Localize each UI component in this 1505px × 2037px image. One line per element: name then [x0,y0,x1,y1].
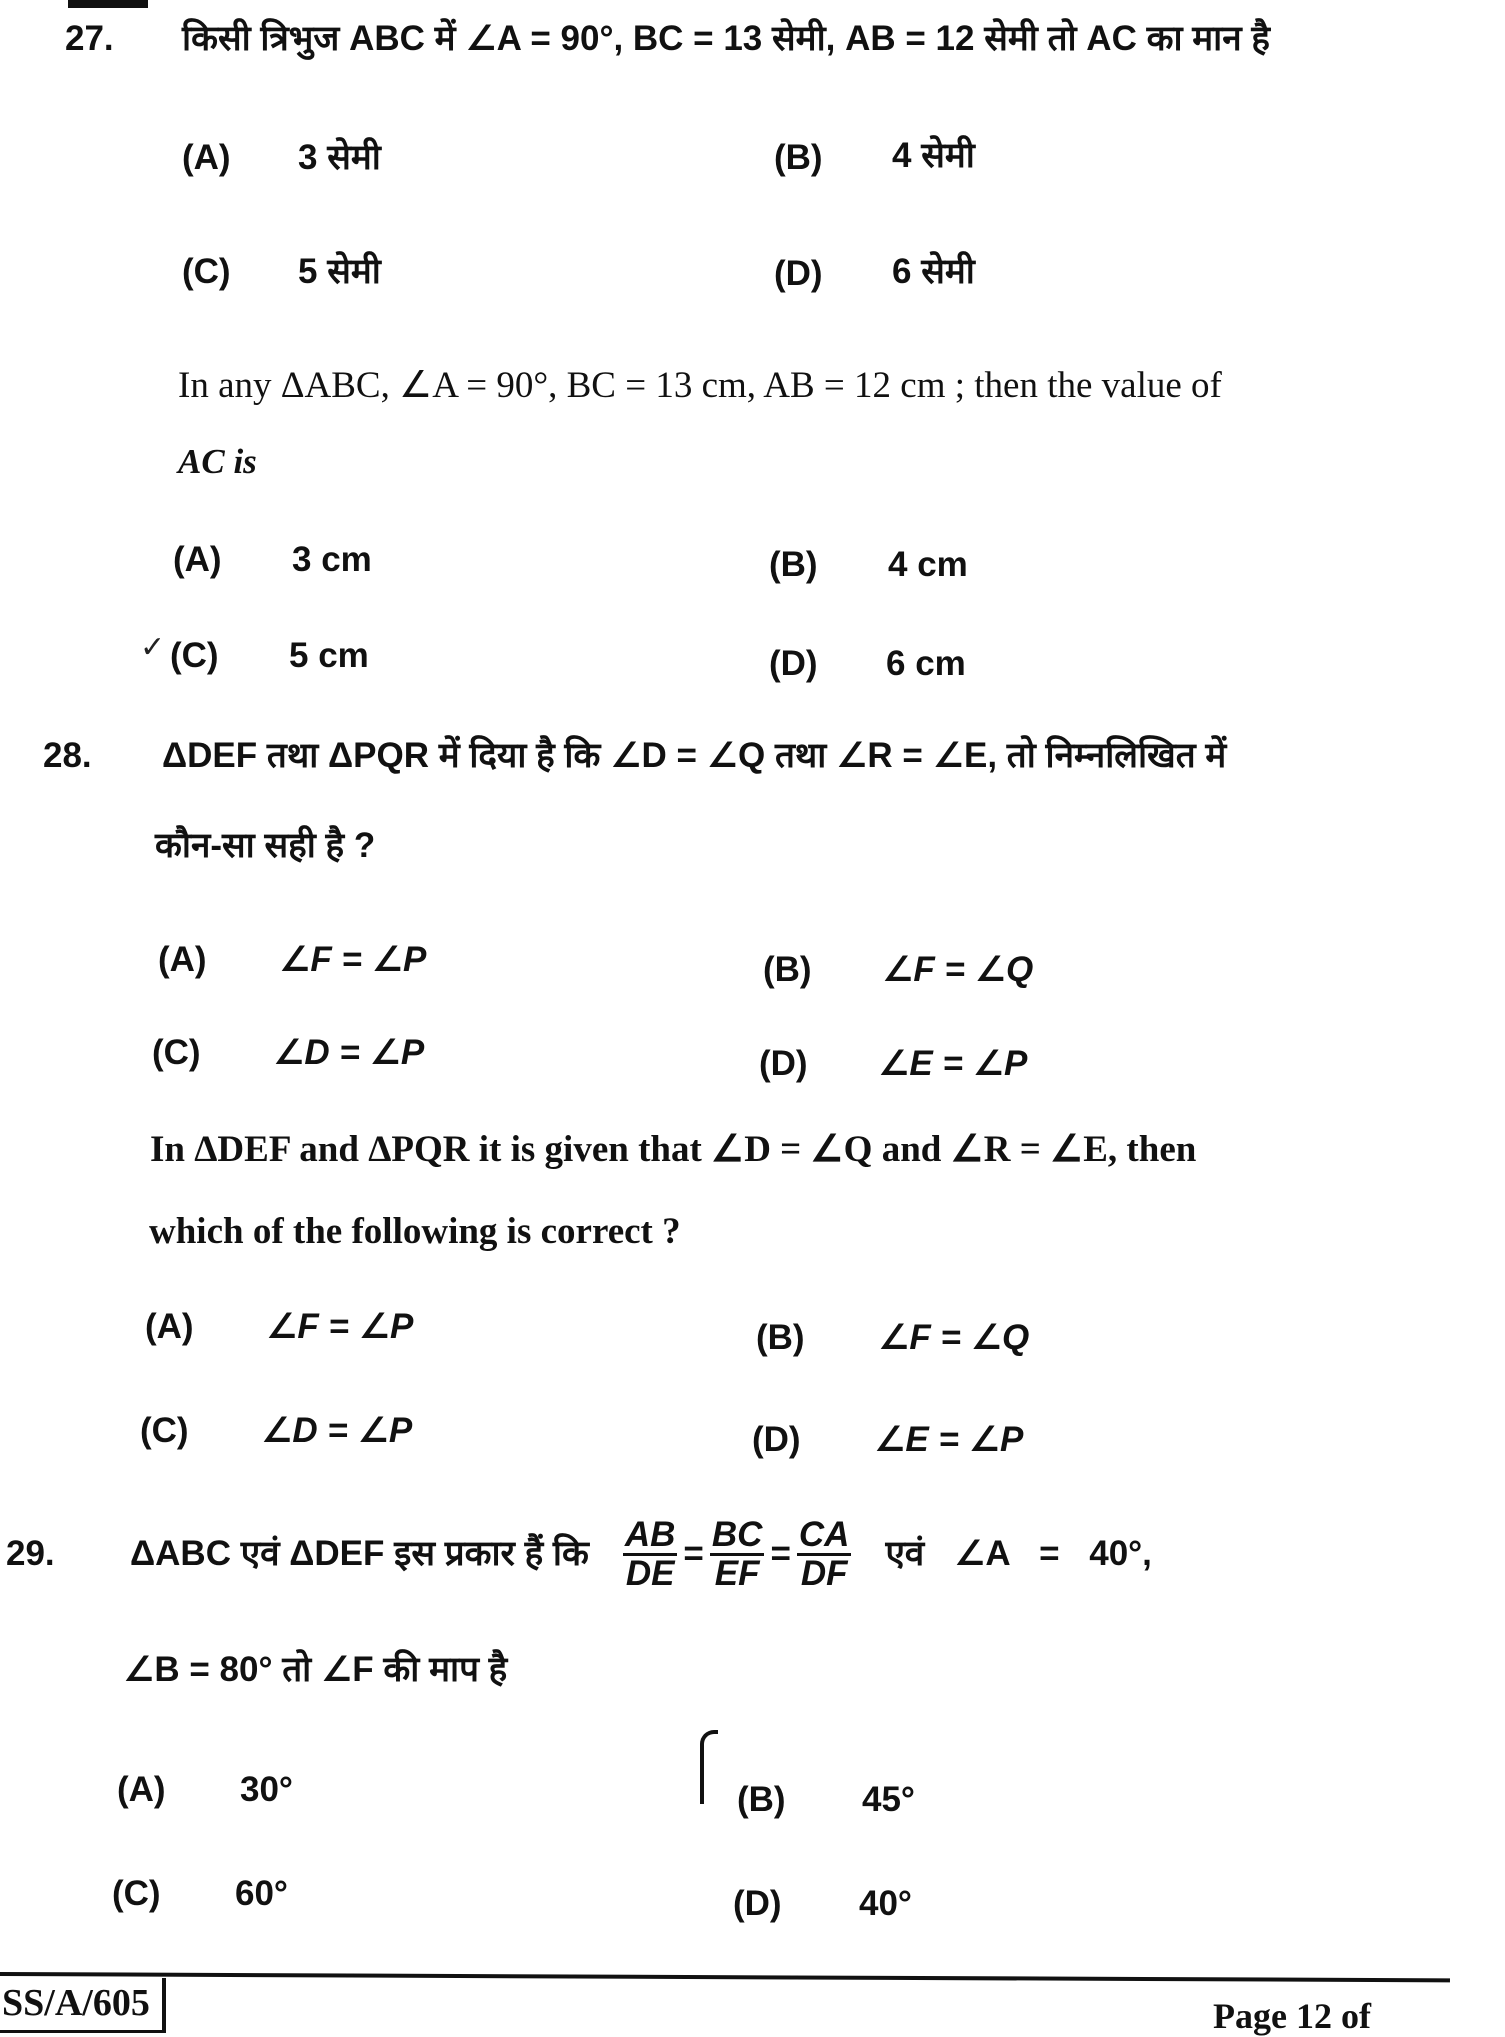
q28-hindi-line1: ΔDEF तथा ΔPQR में दिया है कि ∠D = ∠Q तथा ∠R = ∠E, तो निम्नलिखित में [162,736,1227,775]
tick-mark-icon: ✓ [140,631,166,664]
q27-en-opt-a-value: 3 cm [292,540,372,579]
fraction-numerator: CA [798,1514,850,1554]
fraction-denominator: DF [800,1553,848,1593]
q28-english-line1: In ΔDEF and ΔPQR it is given that ∠D = ∠Q and ∠R = ∠E, then [150,1129,1197,1170]
top-bar-mark [68,0,148,8]
q29-opt-d-value: 40° [859,1884,912,1923]
q27-hi-opt-c-value: 5 सेमी [298,252,381,291]
q28-en-opt-d-label: (D) [752,1420,801,1459]
q27-hi-opt-d-value: 6 सेमी [892,252,975,291]
footer-rule [0,1972,1450,1982]
q27-en-opt-d-value: 6 cm [886,644,966,683]
page-number: Page 12 of [1213,1996,1371,2036]
fraction-denominator: EF [714,1553,760,1593]
q27-english-line1: In any ΔABC, ∠A = 90°, BC = 13 cm, AB = 12 cm ; then the value of [178,365,1222,406]
q28-en-opt-a-value: ∠F = ∠P [266,1307,414,1346]
q29-opt-b-value: 45° [862,1780,915,1819]
q28-en-opt-d-value: ∠E = ∠P [874,1420,1024,1459]
fraction-ca-df [797,1514,852,1593]
q29-opt-c-label: (C) [112,1874,161,1913]
q27-hi-opt-b-value: 4 सेमी [892,136,975,175]
q28-hi-opt-d-label: (D) [759,1044,808,1083]
q28-hi-opt-c-value: ∠D = ∠P [273,1033,425,1072]
q27-hi-opt-b-label: (B) [774,138,823,177]
q29-opt-a-value: 30° [240,1770,293,1809]
q28-en-opt-b-label: (B) [756,1318,805,1357]
q29-number: 29. [6,1534,55,1573]
q27-english-line2: AC is [178,442,257,481]
fraction-bc-ef [710,1514,765,1593]
fraction-numerator: BC [711,1514,763,1554]
q27-en-opt-c-label: (C) [170,636,219,675]
fraction-numerator: AB [624,1514,676,1554]
q28-hi-opt-d-value: ∠E = ∠P [878,1044,1028,1083]
equals-sign: = [683,1534,704,1573]
equals-sign: = [770,1534,791,1573]
q28-number: 28. [43,736,92,775]
q28-en-opt-a-label: (A) [145,1307,194,1346]
q27-en-opt-b-label: (B) [769,545,818,584]
q27-hi-opt-a-label: (A) [182,138,231,177]
q29-hindi-prefix: ΔABC एवं ΔDEF इस प्रकार हैं कि [130,1534,589,1573]
q29-opt-a-label: (A) [117,1770,166,1809]
q27-en-opt-a-label: (A) [173,540,222,579]
q27-number: 27. [65,19,114,58]
q28-en-opt-c-label: (C) [140,1411,189,1450]
paper-code: SS/A/605 [0,1978,166,2033]
q29-hindi-line1 [130,1512,1152,1596]
q29-hindi-suffix: एवं ∠A = 40°, [885,1534,1152,1573]
q27-hi-opt-c-label: (C) [182,252,231,291]
q28-en-opt-c-value: ∠D = ∠P [261,1411,413,1450]
q28-hi-opt-a-value: ∠F = ∠P [279,940,427,979]
q28-hi-opt-a-label: (A) [158,940,207,979]
q28-hi-opt-b-value: ∠F = ∠Q [882,950,1034,989]
fraction-denominator: DE [625,1553,675,1593]
q27-en-opt-c-value: 5 cm [289,636,369,675]
q27-en-opt-d-label: (D) [769,644,818,683]
q28-en-opt-b-value: ∠F = ∠Q [878,1318,1030,1357]
q29-opt-c-value: 60° [235,1874,288,1913]
q27-hi-opt-d-label: (D) [774,254,823,293]
q27-hi-opt-a-value: 3 सेमी [298,138,381,177]
q28-hi-opt-b-label: (B) [763,950,812,989]
q29-opt-d-label: (D) [733,1884,782,1923]
fraction-ab-de [623,1514,678,1593]
q27-hindi-text: किसी त्रिभुज ABC में ∠A = 90°, BC = 13 सेमी, AB = 12 सेमी तो AC का मान है [182,19,1270,58]
q28-hindi-line2: कौन-सा सही है ? [155,826,376,865]
q29-hindi-line2: ∠B = 80° तो ∠F की माप है [123,1650,508,1689]
q29-opt-b-label: (B) [737,1780,786,1819]
q28-hi-opt-c-label: (C) [152,1033,201,1072]
q27-en-opt-b-value: 4 cm [888,545,968,584]
pen-mark [700,1730,718,1804]
q28-english-line2: which of the following is correct ? [149,1211,681,1252]
